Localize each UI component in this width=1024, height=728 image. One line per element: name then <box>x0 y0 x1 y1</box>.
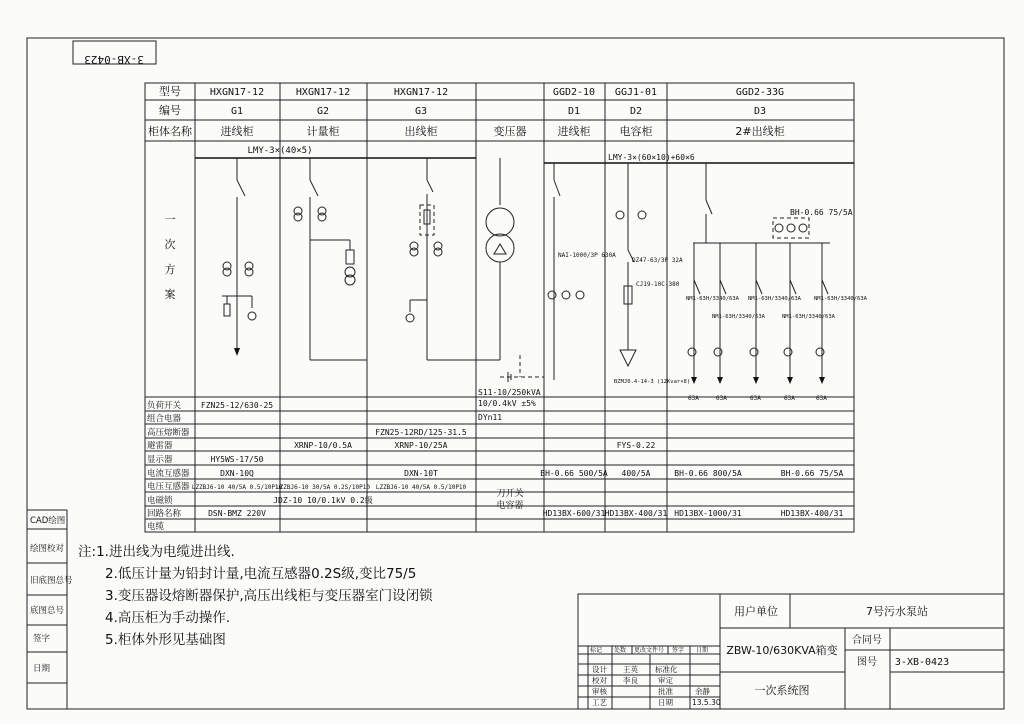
svg-text:审定: 审定 <box>658 676 673 685</box>
equipment-row-label: 回路名称 <box>147 509 182 519</box>
extra-label: 刀开关 <box>496 489 524 499</box>
svg-text:标准化: 标准化 <box>655 665 678 674</box>
transformer-spec: DYn11 <box>478 413 503 422</box>
margin-label: 旧底图总号 <box>30 576 73 586</box>
svg-text:NM1-63H/3340/63A: NM1-63H/3340/63A <box>712 314 765 320</box>
note-item: 5.柜体外形见基础图 <box>105 632 226 648</box>
svg-text:NM1-63H/3340/63A: NM1-63H/3340/63A <box>748 296 801 302</box>
contract-label: 合同号 <box>852 635 882 646</box>
drawing-name: 一次系统图 <box>754 684 810 697</box>
svg-text:日期: 日期 <box>696 647 709 654</box>
equipment-cell: XRNP-10/0.5A <box>294 441 352 450</box>
svg-text:NM1-63H/3340/63A: NM1-63H/3340/63A <box>782 314 835 320</box>
col-model: HXGN17-12 <box>393 87 449 98</box>
equipment-cell: HD13BX-1000/31 <box>674 509 742 518</box>
feeder <box>782 243 836 384</box>
col-model: HXGN17-12 <box>209 87 265 98</box>
fuse-icon <box>346 250 354 264</box>
drawing-no-label: 图号 <box>857 657 877 668</box>
user-value: 7号污水泵站 <box>866 605 928 618</box>
equipment-row-label: 显示器 <box>147 455 173 465</box>
d2-contactor-label: CJ19-10C-380 <box>636 281 680 288</box>
margin-label: 底图总号 <box>30 606 65 616</box>
margin-label: CAD绘图 <box>30 516 66 526</box>
note-item: 4.高压柜为手动操作. <box>105 610 231 626</box>
equipment-cell: DXN-10T <box>404 469 438 478</box>
equipment-cell: FZN25-12RD/125-31.5 <box>375 428 467 437</box>
col-name: 进线柜 <box>557 125 591 138</box>
svg-text:63A: 63A <box>688 395 699 402</box>
drawing-code-text: 3-XB-0423 <box>84 53 144 66</box>
svg-text:63A: 63A <box>716 395 727 402</box>
col-model: HXGN17-12 <box>295 87 351 98</box>
row-header-cabinet-name: 柜体名称 <box>148 125 192 138</box>
col-name: 出线柜 <box>404 125 438 138</box>
col-number: D1 <box>567 106 581 117</box>
col-name: 进线柜 <box>220 125 254 138</box>
col-number: G2 <box>316 106 330 117</box>
svg-text:63A: 63A <box>750 395 761 402</box>
margin-label-boxes <box>27 510 67 683</box>
col-number: D2 <box>629 106 643 117</box>
equipment-cell: FZN25-12/630-25 <box>200 401 274 410</box>
d1-breaker-label: NAI-1000/3P 630A <box>558 252 616 259</box>
equipment-cell: DXN-10Q <box>220 469 254 478</box>
col-number: G1 <box>230 106 244 117</box>
col-name: 计量柜 <box>306 125 340 138</box>
feeder <box>814 243 868 384</box>
col-number: G3 <box>414 106 428 117</box>
d3-ct-label: BH-0.66 75/5A <box>790 208 853 217</box>
load-switch-icon <box>237 180 245 196</box>
equipment-cell: DSN-BMZ 220V <box>208 509 266 518</box>
svg-text:批准: 批准 <box>658 687 673 696</box>
project-name: ZBW-10/630KVA箱变 <box>726 644 838 657</box>
arrester-icon <box>224 304 230 316</box>
drawing-no: 3-XB-0423 <box>894 657 950 668</box>
d3-feeders <box>686 243 868 402</box>
equipment-row-label: 电压互感器 <box>147 482 190 492</box>
svg-text:方: 方 <box>164 263 176 276</box>
svg-text:李良: 李良 <box>623 676 638 685</box>
svg-text:63A: 63A <box>784 395 795 402</box>
svg-text:标记: 标记 <box>590 647 603 654</box>
d2-cap-label: BZMJ0.4-14-3 (12Kvar×8) <box>614 379 691 385</box>
equipment-cell: BH-0.66 500/5A <box>540 469 608 478</box>
equipment-cell: HD13BX-400/31 <box>780 509 844 518</box>
equipment-cell: HD13BX-400/31 <box>604 509 668 518</box>
equipment-cell: BH-0.66 800/5A <box>674 469 742 478</box>
feeder <box>712 243 766 384</box>
svg-text:63A: 63A <box>816 395 827 402</box>
note-item: 1.进出线为电缆进出线. <box>96 544 235 560</box>
equipment-cell: HD13BX-600/31 <box>542 509 606 518</box>
lv-bus-label: LMY-3×(60×10)+60×6 <box>608 153 695 162</box>
svg-text:13.5.30: 13.5.30 <box>692 698 721 707</box>
svg-text:NM1-63H/3340/63A: NM1-63H/3340/63A <box>686 296 739 302</box>
single-line-scheme <box>195 146 854 397</box>
margin-label: 日期 <box>33 664 51 674</box>
svg-text:处数: 处数 <box>614 647 627 654</box>
svg-text:次: 次 <box>164 238 176 251</box>
svg-text:签字: 签字 <box>672 647 685 654</box>
equipment-cell: JDZ-10 10/0.1kV 0.2级 <box>273 496 373 505</box>
equipment-row-label: 电流互感器 <box>147 469 190 479</box>
svg-text:工艺: 工艺 <box>592 698 607 707</box>
user-label: 用户单位 <box>734 605 778 618</box>
equipment-row-label: 电缆 <box>147 522 165 532</box>
svg-text:NM1-63H/3340/63A: NM1-63H/3340/63A <box>814 296 867 302</box>
row-header-number: 编号 <box>159 104 181 117</box>
equipment-cell: XRNP-10/25A <box>394 441 448 450</box>
svg-text:设计: 设计 <box>592 665 607 674</box>
notes-title: 注: <box>78 544 97 560</box>
equipment-row-label: 避雷器 <box>147 441 173 451</box>
indicator-icon <box>248 312 256 320</box>
equipment-row-label: 电磁锁 <box>147 496 173 506</box>
equipment-cell: LZZBJ6-10 30/5A 0.2S/10P10 <box>276 484 370 491</box>
equipment-cell: BH-0.66 75/5A <box>780 469 844 478</box>
margin-label: 绘图校对 <box>30 544 65 554</box>
transformer-spec: S11-10/250kVA <box>478 388 541 397</box>
notes-block <box>78 541 433 651</box>
d2-breaker-label: DZ47-63/3P 32A <box>632 257 683 264</box>
col-number: D3 <box>753 106 767 117</box>
margin-label: 签字 <box>33 634 51 644</box>
col-name: 变压器 <box>493 125 527 138</box>
extra-label: 电容器 <box>496 501 524 511</box>
svg-text:更改文件号: 更改文件号 <box>634 647 665 654</box>
row-header-model: 型号 <box>159 85 181 98</box>
equipment-row-label: 负荷开关 <box>147 401 182 411</box>
note-item: 2.低压计量为铅封计量,电流互感器0.2S级,变比75/5 <box>105 566 417 582</box>
equipment-cell: LZZBJ6-10 40/5A 0.5/10P10 <box>191 484 283 491</box>
svg-text:余静: 余静 <box>695 687 710 696</box>
col-name: 电容柜 <box>619 125 653 138</box>
equipment-cell: FYS-0.22 <box>616 441 656 450</box>
capacitor-icon <box>620 350 636 366</box>
equipment-cell: LZZBJ6-10 40/5A 0.5/10P10 <box>375 484 467 491</box>
current-transformer-icon <box>223 262 253 276</box>
note-item: 3.变压器设熔断器保护,高压出线柜与变压器室门设闭锁 <box>105 588 433 604</box>
equipment-cell: HY5WS-17/50 <box>210 455 264 464</box>
svg-text:案: 案 <box>164 288 176 301</box>
col-model: GGD2-10 <box>552 87 596 98</box>
svg-text:日期: 日期 <box>658 698 673 707</box>
col-model: GGD2-33G <box>735 87 785 98</box>
transformer-spec: 10/0.4kV ±5% <box>478 399 536 408</box>
row-header-scheme <box>165 213 176 301</box>
svg-text:审核: 审核 <box>592 687 607 696</box>
equipment-row-label: 组合电器 <box>147 414 182 424</box>
hv-bus-label: LMY-3×(40×5) <box>247 146 313 156</box>
col-model: GGJ1-01 <box>614 87 658 98</box>
equipment-cell: 400/5A <box>621 469 651 478</box>
svg-text:校对: 校对 <box>592 676 607 685</box>
svg-text:王英: 王英 <box>623 665 638 674</box>
transformer-icon <box>486 208 514 236</box>
equipment-row-label: 高压熔断器 <box>147 428 190 438</box>
col-name: 2#出线柜 <box>735 125 785 138</box>
svg-text:一: 一 <box>164 213 176 226</box>
